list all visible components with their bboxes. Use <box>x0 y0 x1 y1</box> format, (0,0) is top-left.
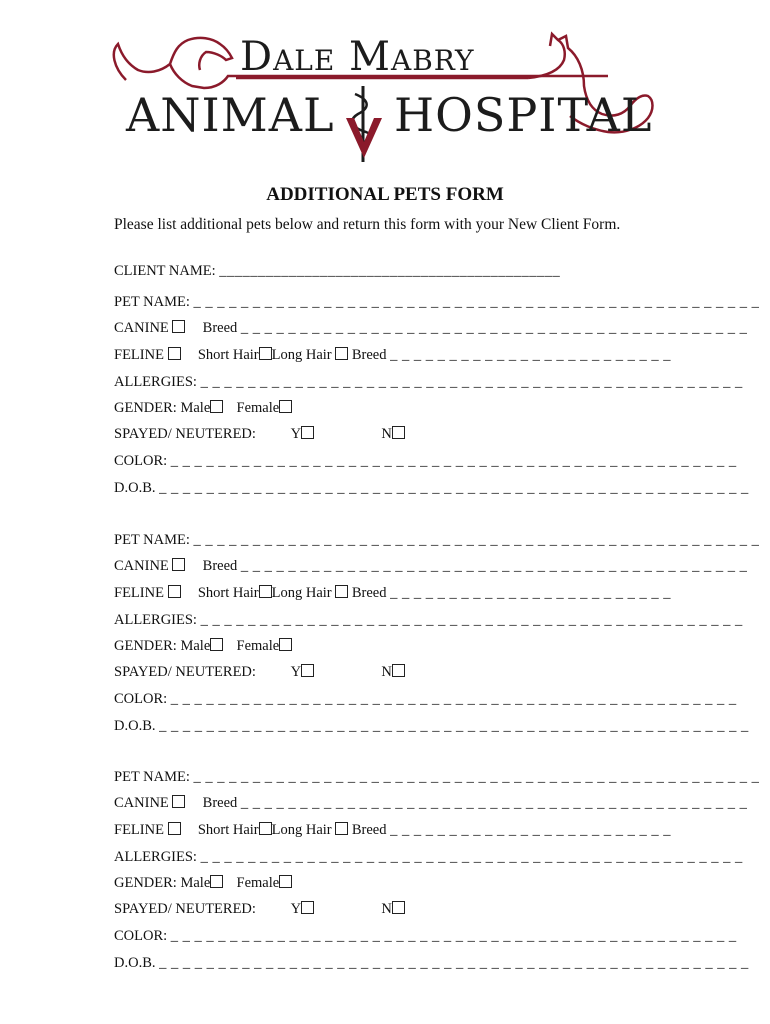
allergies-label: ALLERGIES: <box>114 849 197 865</box>
male-checkbox[interactable] <box>210 400 223 413</box>
dob-field[interactable]: _ _ _ _ _ _ _ _ _ _ _ _ _ _ _ _ _ _ _ _ _ _ _ _ _ _ _ _ _ _ _ _ _ _ _ _ _ _ _ _ _ _ _ _ _ _ _ _ _ _ <box>159 480 749 496</box>
canine-breed-field[interactable]: _ _ _ _ _ _ _ _ _ _ _ _ _ _ _ _ _ _ _ _ _ _ _ _ _ _ _ _ _ _ _ _ _ _ _ _ _ _ _ _ _ _ _ <box>240 320 748 336</box>
color-field[interactable]: _ _ _ _ _ _ _ _ _ _ _ _ _ _ _ _ _ _ _ _ _ _ _ _ _ _ _ _ _ _ _ _ _ _ _ _ _ _ _ _ _ _ _ _ _ _ _ _ <box>170 453 737 469</box>
male-label: Male <box>180 875 211 891</box>
color-label: COLOR: <box>114 691 168 707</box>
client-name-row <box>114 262 560 280</box>
client-name-label: CLIENT NAME: <box>114 263 216 279</box>
dob-field[interactable]: _ _ _ _ _ _ _ _ _ _ _ _ _ _ _ _ _ _ _ _ _ _ _ _ _ _ _ _ _ _ _ _ _ _ _ _ _ _ _ _ _ _ _ _ _ _ _ _ _ _ <box>159 955 749 971</box>
spayed-label: SPAYED/ NEUTERED: <box>114 426 256 442</box>
breed-label: Breed <box>351 347 387 363</box>
long-hair-checkbox[interactable] <box>335 822 348 835</box>
female-label: Female <box>236 638 280 654</box>
breed-label: Breed <box>202 795 238 811</box>
dob-field[interactable]: _ _ _ _ _ _ _ _ _ _ _ _ _ _ _ _ _ _ _ _ _ _ _ _ _ _ _ _ _ _ _ _ _ _ _ _ _ _ _ _ _ _ _ _ _ _ _ _ _ _ <box>159 718 749 734</box>
female-label: Female <box>236 875 280 891</box>
breed-label: Breed <box>202 558 238 574</box>
spayed-yes-checkbox[interactable] <box>301 664 314 677</box>
feline-breed-field[interactable]: _ _ _ _ _ _ _ _ _ _ _ _ _ _ _ _ _ _ _ _ _ _ _ _ <box>390 822 671 838</box>
form-title: ADDITIONAL PETS FORM <box>266 184 504 205</box>
logo-clinic-name: Dale Mabry <box>240 34 475 80</box>
male-checkbox[interactable] <box>210 638 223 651</box>
allergies-row <box>114 373 743 391</box>
feline-row <box>114 584 671 602</box>
feline-row <box>114 346 671 364</box>
allergies-row <box>114 611 743 629</box>
dob-label: D.O.B. <box>114 955 156 971</box>
spayed-label: SPAYED/ NEUTERED: <box>114 664 256 680</box>
spayed-row <box>114 425 405 443</box>
dob-row <box>114 717 749 735</box>
female-checkbox[interactable] <box>279 400 292 413</box>
short-hair-checkbox[interactable] <box>259 585 272 598</box>
pet-name-row <box>114 768 759 786</box>
color-row <box>114 927 737 945</box>
no-label: N <box>381 426 392 442</box>
dob-label: D.O.B. <box>114 480 156 496</box>
clinic-logo <box>108 30 668 170</box>
canine-row <box>114 557 747 575</box>
spayed-no-checkbox[interactable] <box>392 426 405 439</box>
feline-row <box>114 821 671 839</box>
no-label: N <box>381 664 392 680</box>
spayed-row <box>114 663 405 681</box>
canine-checkbox[interactable] <box>172 795 185 808</box>
spayed-yes-checkbox[interactable] <box>301 426 314 439</box>
allergies-field[interactable]: _ _ _ _ _ _ _ _ _ _ _ _ _ _ _ _ _ _ _ _ _ _ _ _ _ _ _ _ _ _ _ _ _ _ _ _ _ _ _ _ _ _ _ _ _ _ <box>200 374 743 390</box>
dob-row <box>114 479 749 497</box>
feline-checkbox[interactable] <box>168 585 181 598</box>
canine-breed-field[interactable]: _ _ _ _ _ _ _ _ _ _ _ _ _ _ _ _ _ _ _ _ _ _ _ _ _ _ _ _ _ _ _ _ _ _ _ _ _ _ _ _ _ _ _ <box>240 558 748 574</box>
allergies-row <box>114 848 743 866</box>
logo-animal-word: ANIMAL <box>126 88 335 142</box>
dob-row <box>114 954 749 972</box>
color-field[interactable]: _ _ _ _ _ _ _ _ _ _ _ _ _ _ _ _ _ _ _ _ _ _ _ _ _ _ _ _ _ _ _ _ _ _ _ _ _ _ _ _ _ _ _ _ _ _ _ _ <box>170 691 737 707</box>
allergies-label: ALLERGIES: <box>114 374 197 390</box>
gender-label: GENDER: <box>114 875 177 891</box>
breed-label: Breed <box>202 320 238 336</box>
yes-label: Y <box>290 901 302 917</box>
feline-label: FELINE <box>114 585 164 601</box>
long-hair-label: Long Hair <box>271 347 332 363</box>
canine-checkbox[interactable] <box>172 558 185 571</box>
short-hair-label: Short Hair <box>197 347 259 363</box>
canine-label: CANINE <box>114 795 169 811</box>
male-label: Male <box>180 638 211 654</box>
spayed-label: SPAYED/ NEUTERED: <box>114 901 256 917</box>
male-checkbox[interactable] <box>210 875 223 888</box>
spayed-no-checkbox[interactable] <box>392 664 405 677</box>
male-label: Male <box>180 400 211 416</box>
logo-hospital-word: HOSPITAL <box>394 88 653 142</box>
gender-label: GENDER: <box>114 400 177 416</box>
female-checkbox[interactable] <box>279 638 292 651</box>
feline-breed-field[interactable]: _ _ _ _ _ _ _ _ _ _ _ _ _ _ _ _ _ _ _ _ _ _ _ _ <box>390 585 671 601</box>
long-hair-label: Long Hair <box>271 822 332 838</box>
pet-name-field[interactable]: _ _ _ _ _ _ _ _ _ _ _ _ _ _ _ _ _ _ _ _ _ _ _ _ _ _ _ _ _ _ _ _ _ _ _ _ _ _ _ _ _ _ _ _ _ _ _ _ <box>193 294 760 310</box>
pet-name-label: PET NAME: <box>114 294 190 310</box>
form-instructions: Please list additional pets below and return this form with your New Client Form. <box>114 216 621 233</box>
color-label: COLOR: <box>114 453 168 469</box>
spayed-no-checkbox[interactable] <box>392 901 405 914</box>
canine-breed-field[interactable]: _ _ _ _ _ _ _ _ _ _ _ _ _ _ _ _ _ _ _ _ _ _ _ _ _ _ _ _ _ _ _ _ _ _ _ _ _ _ _ _ _ _ _ <box>240 795 748 811</box>
short-hair-label: Short Hair <box>197 822 259 838</box>
no-label: N <box>381 901 392 917</box>
pet-name-label: PET NAME: <box>114 769 190 785</box>
canine-row <box>114 794 747 812</box>
feline-breed-field[interactable]: _ _ _ _ _ _ _ _ _ _ _ _ _ _ _ _ _ _ _ _ _ _ _ _ <box>390 347 671 363</box>
long-hair-checkbox[interactable] <box>335 585 348 598</box>
spayed-yes-checkbox[interactable] <box>301 901 314 914</box>
color-field[interactable]: _ _ _ _ _ _ _ _ _ _ _ _ _ _ _ _ _ _ _ _ _ _ _ _ _ _ _ _ _ _ _ _ _ _ _ _ _ _ _ _ _ _ _ _ _ _ _ _ <box>170 928 737 944</box>
client-name-field[interactable]: ____________________________________________ <box>219 263 561 279</box>
female-label: Female <box>236 400 280 416</box>
spayed-row <box>114 900 405 918</box>
feline-label: FELINE <box>114 347 164 363</box>
pet-name-row <box>114 531 759 549</box>
allergies-label: ALLERGIES: <box>114 612 197 628</box>
gender-row <box>114 874 292 892</box>
feline-label: FELINE <box>114 822 164 838</box>
color-label: COLOR: <box>114 928 168 944</box>
color-row <box>114 452 737 470</box>
canine-label: CANINE <box>114 320 169 336</box>
feline-checkbox[interactable] <box>168 347 181 360</box>
pet-name-field[interactable]: _ _ _ _ _ _ _ _ _ _ _ _ _ _ _ _ _ _ _ _ _ _ _ _ _ _ _ _ _ _ _ _ _ _ _ _ _ _ _ _ _ _ _ _ _ _ _ _ <box>193 532 760 548</box>
female-checkbox[interactable] <box>279 875 292 888</box>
allergies-field[interactable]: _ _ _ _ _ _ _ _ _ _ _ _ _ _ _ _ _ _ _ _ _ _ _ _ _ _ _ _ _ _ _ _ _ _ _ _ _ _ _ _ _ _ _ _ _ _ <box>200 612 743 628</box>
canine-label: CANINE <box>114 558 169 574</box>
gender-row <box>114 637 292 655</box>
color-row <box>114 690 737 708</box>
breed-label: Breed <box>351 585 387 601</box>
short-hair-checkbox[interactable] <box>259 822 272 835</box>
breed-label: Breed <box>351 822 387 838</box>
gender-row <box>114 399 292 417</box>
short-hair-label: Short Hair <box>197 585 259 601</box>
pet-name-row <box>114 293 759 311</box>
yes-label: Y <box>290 664 302 680</box>
gender-label: GENDER: <box>114 638 177 654</box>
canine-checkbox[interactable] <box>172 320 185 333</box>
long-hair-label: Long Hair <box>271 585 332 601</box>
yes-label: Y <box>290 426 302 442</box>
pet-name-field[interactable]: _ _ _ _ _ _ _ _ _ _ _ _ _ _ _ _ _ _ _ _ _ _ _ _ _ _ _ _ _ _ _ _ _ _ _ _ _ _ _ _ _ _ _ _ _ _ _ _ <box>193 769 760 785</box>
dob-label: D.O.B. <box>114 718 156 734</box>
short-hair-checkbox[interactable] <box>259 347 272 360</box>
canine-row <box>114 319 747 337</box>
feline-checkbox[interactable] <box>168 822 181 835</box>
allergies-field[interactable]: _ _ _ _ _ _ _ _ _ _ _ _ _ _ _ _ _ _ _ _ _ _ _ _ _ _ _ _ _ _ _ _ _ _ _ _ _ _ _ _ _ _ _ _ _ _ <box>200 849 743 865</box>
long-hair-checkbox[interactable] <box>335 347 348 360</box>
pet-name-label: PET NAME: <box>114 532 190 548</box>
